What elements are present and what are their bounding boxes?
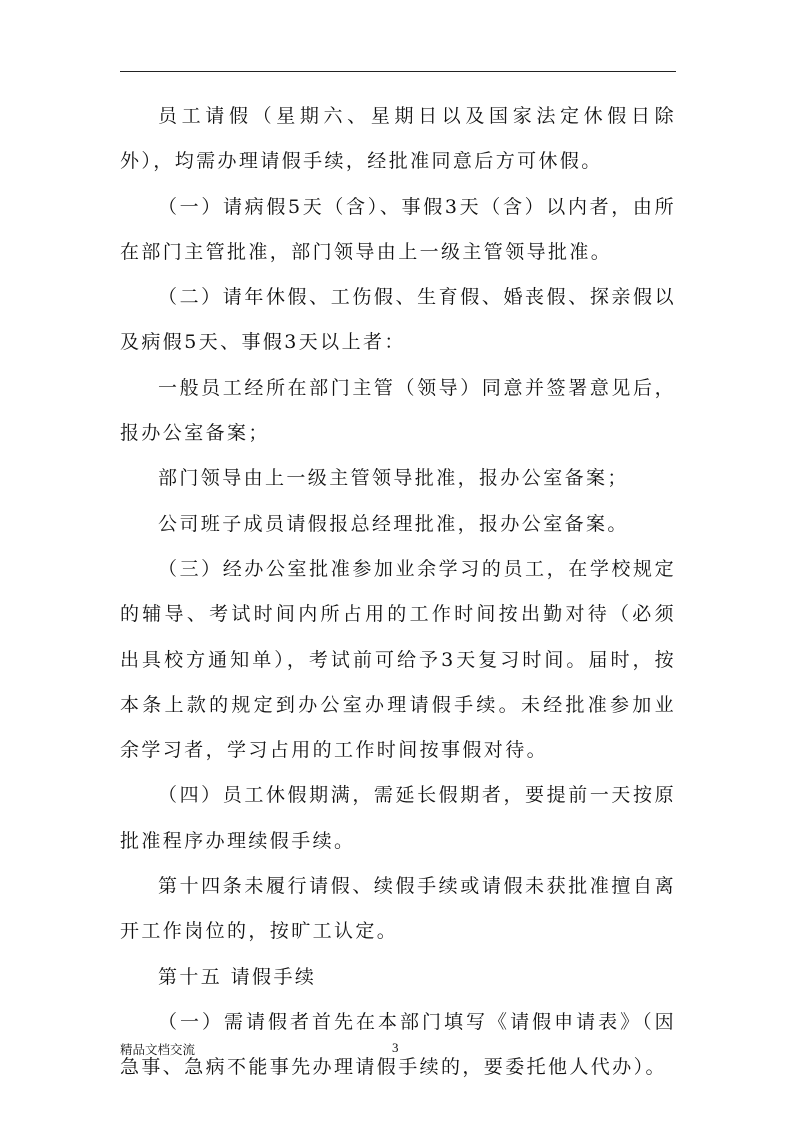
paragraph-clause-3: （三）经办公室批准参加业余学习的员工，在学校规定的辅导、考试时间内所占用的工作时间按出勤对待（必须出具校方通知单），考试前可给予3天复习时间。届时，按本条上款的规定到办公室办理请假手续。未经批准参加业余学习者，学习占用的工作时间按事假对待。	[120, 557, 676, 762]
footer-label: 精品文档交流	[120, 1042, 196, 1057]
paragraph-article-14: 第十四条未履行请假、续假手续或请假未获批准擅自离开工作岗位的，按旷工认定。	[120, 875, 676, 943]
paragraph-clause-4: （四）员工休假期满，需延长假期者，要提前一天按原批准程序办理续假手续。	[120, 784, 676, 852]
paragraph-leave-general: 员工请假（星期六、星期日以及国家法定休假日除外），均需办理请假手续，经批准同意后方可休假。	[120, 105, 676, 173]
paragraph-clause-2-executives: 公司班子成员请假报总经理批准，报办公室备案。	[158, 512, 629, 535]
paragraph-clause-2-dept-leader: 部门领导由上一级主管领导批准，报办公室备案；	[158, 467, 629, 490]
paragraph-clause-1: （一）请病假5天（含）、事假3天（含）以内者，由所在部门主管批准，部门领导由上一级主管领导批准。	[120, 195, 676, 263]
paragraph-clause-2-staff: 一般员工经所在部门主管（领导）同意并签署意见后，报办公室备案；	[120, 376, 676, 445]
page-number: 3	[392, 1040, 399, 1055]
document-body	[120, 94, 676, 1091]
section-heading-article-15: 第十五 请假手续	[158, 965, 317, 988]
header-divider	[120, 71, 676, 72]
paragraph-clause-2: （二）请年休假、工伤假、生育假、婚丧假、探亲假以及病假5天、事假3天以上者：	[120, 286, 676, 354]
paragraph-article-15-clause-1: （一）需请假者首先在本部门填写《请假申请表》（因急事、急病不能事先办理请假手续的，要委托他人代办）。	[120, 1010, 676, 1079]
